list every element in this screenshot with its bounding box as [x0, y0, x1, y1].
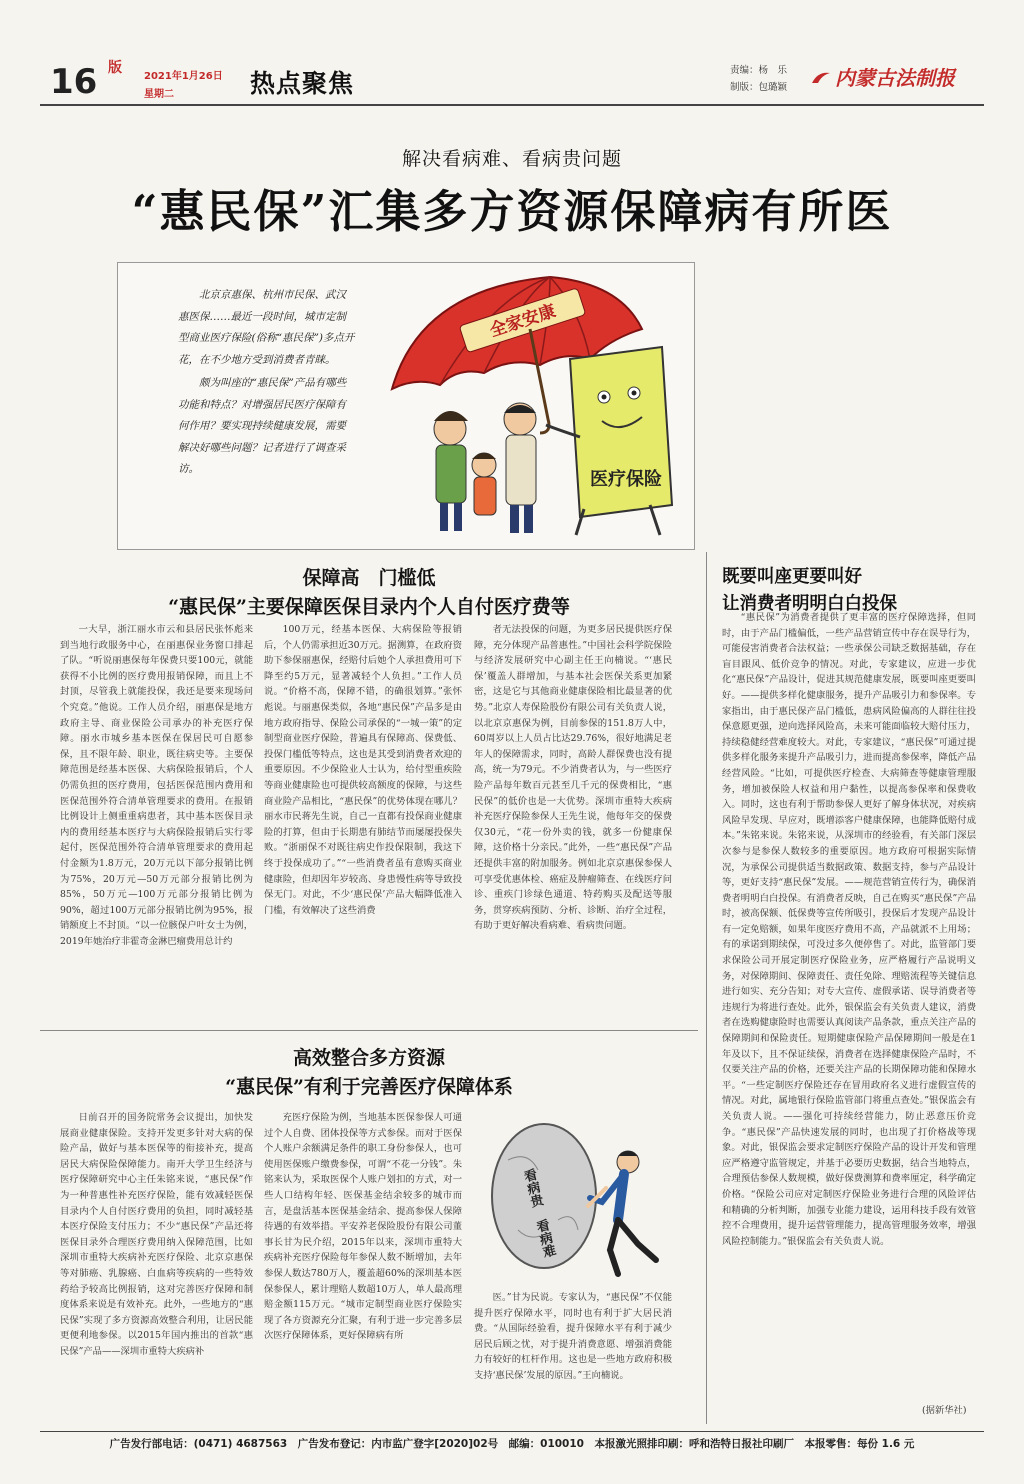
newspaper-name: 内蒙古法制报: [835, 66, 955, 90]
main-headline: “惠民保”汇集多方资源保障病有所医: [131, 185, 893, 238]
article-divider: [40, 1030, 698, 1031]
article3-column-2: 充医疗保险为例，当地基本医保参保人可通过个人自费、团体投保等方式参保。而对于医保个人账户余额满足条件的职工身份参保人，也可使用医保账户缴费参保，可谓“不花一分钱”。朱铭来认为，采取医保个人账户划扣的方式，对一些人口结构年轻、医保基金结余较多的城市而言，是盘活基本医保基金结余、提高参保人保障待遇的有效举措。平安养老保险股份有限公司董事长甘为民介绍，2015年以来，深圳市重特大疾病补充医疗保险每年参保人数不断增加，去年参保人数达780万人，覆盖超60%的深圳基本医保参保人，累计理赔人数超10万人，单人最高理赔金额115万元。“城市定制型商业医疗保险实现了各方资源充分汇聚，有利于进一步完善多层次医疗保障体系，更好保障病有所: [264, 1112, 462, 1342]
article1-column-2: 100万元，经基本医保、大病保险等报销后，个人仍需承担近30万元。据测算，在政府资助下参保丽惠保，经赔付后她个人承担费用可下降至约5万元，显著减轻个人负担。”工作人员说。“价格不高，保障不错，的确很划算。”张怀彪说。与丽惠保类似，各地“惠民保”产品多是由地方政府指导、保险公司承保的“一城一策”的定制型商业医疗保险，普遍具有保障高、保费低、投保门槛低等特点，这也是其受到消费者欢迎的重要原因。不少保险业人士认为，给付型重疾险等商业健康险也可提供较高额度的保障，与这些商业险产品相比，“惠民保”的优势体现在哪儿？丽水市民蒋先生说，自己一直都有投保商业健康险的打算，但由于长期患有肺结节而屡屡投保失败。“浙丽保不对既往病史作投保限制，我这下终于投保成功了。”“一些消费者虽有意购买商业健康险，但却因年岁较高、身患慢性病等导致投保无门。对此，不少‘惠民保’产品大幅降低准入门槛，有效解决了这些消费: [264, 624, 462, 916]
lead-paragraph-2: 颇为叫座的“惠民保”产品有哪些功能和特点？对增强居民医疗保障有何作用？要实现持续健康发展，需要解决好哪些问题？记者进行了调查采访。: [178, 377, 347, 475]
article3-title-line2: “惠民保”有利于完善医疗保障体系: [225, 1076, 513, 1098]
insurance-sign-icon: [546, 347, 672, 535]
editor-credits: [730, 62, 787, 96]
rock-text: 看病贵 看病难: [519, 1167, 557, 1260]
issue-date-text: 2021年1月26日: [144, 71, 223, 82]
column-rule-main: [706, 552, 707, 1424]
article1-column-1: 一大早，浙江丽水市云和县居民张怀彪来到当地行政服务中心，在丽惠保业务窗口排起了队。“听说丽惠保每年保费只要100元，就能获得不小比例的医疗费用报销保障，而且上不封顶，尽管我上就能投保，我还是要来现场问个究竟。”他说。工作人员介绍，丽惠保是地方政府主导、商业保险公司承办的补充医疗保障。丽水市城乡基本医保在保居民可自愿参保，且不限年龄、职业，既往病史等。主要保障范围是经基本医保、大病保险报销后，个人仍需负担的医疗费用，包括医保范围内费用和医保范围外符合清单管理要求的费用。在报销比例设计上侧重重病患者，其中基本医保目录内的费用经基本医疗与大病保险报销后实行零起付，医保范围外符合清单管理要求的费用起付金额为1.8万元，20万元以下部分报销比例为75%，20万元—50万元部分报销比例为85%，50万元—100万元部分报销比例为90%，超过100万元部分报销比例为95%，报销额度上不封顶。“以一位骸保户叶女士为例，2019年她治疗非霍奇金淋巴瘤费用总计约: [60, 624, 253, 947]
section-title: 热点聚焦: [250, 69, 355, 98]
logo-icon: [810, 69, 832, 87]
article2-byline: (据新华社): [922, 1405, 967, 1416]
article1-title-line2: “惠民保”主要保障医保目录内个人自付医疗费等: [168, 596, 570, 618]
article3-column-3: 医。”甘为民说。专家认为，“惠民保”不仅能提升医疗保障水平，同时也有利于扩大居民消费。“从国际经验看，提升保障水平有利于减少居民后顾之忧，对于提升消费意愿、增强消费能力有较好的杠杆作用。这也是一些地方政府积极支持‘惠民保’发展的原因。”王向楠说。: [474, 1292, 672, 1381]
article3-title-line1: 高效整合多方资源: [292, 1047, 445, 1069]
lead-paragraph-1: 北京京惠保、杭州市民保、武汉惠医保……最近一段时间，城市定制型商业医疗保险(俗称“惠民保”)多点开花，在不少地方受到消费者青睐。: [178, 289, 355, 366]
lead-text: [178, 285, 356, 483]
article3-column-1: 日前召开的国务院常务会议提出，加快发展商业健康保险。支持开发更多针对大病的保险产品，做好与基本医保等的衔接补充，提高居民大病保险保障能力。南开大学卫生经济与医疗保障研究中心主任朱铭来说，“惠民保”作为一种普惠性补充医疗保险，能有效减轻医保目录内个人自付医疗费用的负担，同时减轻基本医疗保险支付压力；不少“惠民保”产品还将医保目录外合理医疗费用纳入保障范围，比如深圳市重特大疾病补充医疗保险、北京京惠保等对肺癌、乳腺癌、白血病等疾病的一些特效药给予较高比例报销，这对完善医疗保障和制度体系来说是有效补充。此外，一些地方的“惠民保”实现了多方资源高效整合利用，让居民能更便利地参保。以2015年国内推出的首款“惠民保”产品——深圳市重特大疾病补: [60, 1112, 253, 1357]
page-suffix: 版: [108, 60, 122, 76]
page-number: 16: [50, 62, 98, 102]
article1-title-line1: 保障高 门槛低: [302, 567, 436, 589]
man-pushing-icon: [588, 1151, 656, 1274]
issue-weekday: 星期二: [144, 89, 174, 100]
lead-box: [117, 262, 695, 550]
editor-name: 责编：杨 乐: [730, 65, 788, 76]
article2-column: “惠民保”为消费者提供了更丰富的医疗保障选择，但同时，由于产品门槛偏低，一些产品营销宣传中存在误导行为，可能侵害消费者合法权益；一些承保公司缺乏数据基础，存在盲目跟风、低价竞争的情况。对此，专家建议，应进一步优化“惠民保”产品设计，促进其规范健康发展，既要叫座更要叫好。——提供多样化健康服务，提升产品吸引力和参保率。专家指出，由于惠民保产品门槛低，患病风险偏高的人群往往投保意愿更强，逆向选择风险高，未来可能面临较大赔付压力，持续稳健经营难度较大。对此，专家建议，“惠民保”可通过提供多样化服务来提升产品吸引力，进而提高参保率，降低产品经营风险。“比如，可提供医疗检查、大病筛查等健康管理服务，增加被保险人权益和用户黏性，以提高参保率和保费收入。同时，这也有利于帮助参保人更好了解身体状况，对疾病风险早发现、早应对，既增添客户健康保障，也能降低赔付成本。”朱铭来说。朱铭来说，从深圳市的经验看，有关部门深层次参与是参保人数较多的重要原因。地方政府可根据实际情况，为承保公司提供适当数据政策、数据支持，参与产品设计等，更好支持“惠民保”发展。——规范营销宣传行为，确保消费者明明白白投保。有消费者反映，自己在购买“惠民保”产品时，被高保额、低保费等宣传所吸引，投保后才发现产品设计有一定免赔额，如果年度医疗费用不高，产品就派不上用场；有的承诺到期续保，可没过多久便停售了。对此，监管部门要求保险公司开展定制医疗保险业务，应严格履行产品说明义务，对保障期间、保障责任、责任免除、理赔流程等关键信息进行如实、充分告知；对专大宣传、虚假承诺、误导消费者等违规行为将进行查处。此外，银保监会有关负责人建议，消费者在选购健康险时也需要认真阅读产品条款，重点关注产品的保障期间和保险责任。短期健康保险产品保障期间一般是在1年及以下，且不保证续保，消费者在选择健康保险产品时，不仅要关注产品的价格，还要关注产品的长期保障功能和保障水平。“一些定制医疗保险还存在冒用政府名义进行虚假宣传的情况。对此，属地银行保险监管部门将重点查处。”银保监会有关负责人说。——强化可持续经营能力，防止恶意压价竞争。“惠民保”产品快速发展的同时，也出现了打价格战等现象。对此，银保监会要求定制医疗保险产品的设计开发和管理应严格遵守监管规定，并基于必要历史数据，结合当地特点，合理预估参保人数规模，做好保费测算和费率厘定，科学确定价格。“保险公司应对定制医疗保险业务进行合理的风险评估和精确的分析判断，加强专业能力建设，运用科技手段有效管控不合理费用，提升运营管理能力，提高管理服务效率，增强风险控制能力。”银保监会有关负责人说。: [722, 612, 976, 1247]
pushing-rock-illustration: [478, 1110, 674, 1286]
family-figures-icon: [434, 403, 536, 533]
issue-date: [144, 68, 223, 104]
insurance-sign-text: 医疗保险: [590, 469, 662, 490]
masthead: [40, 58, 984, 106]
production-name: 制版：包璐颖: [730, 82, 788, 93]
umbrella-banner-text: 全家安康: [487, 301, 559, 342]
umbrella-family-illustration: [380, 269, 688, 545]
footer-info: 广告发行部电话：(0471) 4687563 广告发布登记：内市监广登字[2020]02号 邮编：010010 本报激光照排印刷：呼和浩特日报社印刷厂 本报零售：每份 1.6 元: [109, 1438, 915, 1450]
newspaper-logo: [810, 62, 955, 91]
footer-rule: [40, 1431, 984, 1432]
article1-column-3: 者无法投保的问题，为更多居民提供医疗保障，充分体现产品普惠性。”中国社会科学院保险与经济发展研究中心副主任王向楠说。“‘惠民保’覆盖人群增加，与基本社会医保关系更加紧密，这是它与其他商业健康保险相比最显著的优势。”北京人寿保险股份有限公司有关负责人说，以北京京惠保为例，目前参保的151.8万人中，60周岁以上人员占比达29.76%，很好地满足老年人的保障需求，同时，高龄人群保费也没有提高，统一为79元。不少消费者认为，与一些医疗险产品每年数百元甚至几千元的保费相比，“惠民保”的低价也是一大优势。深圳市重特大疾病补充医疗保险参保人王先生说，他每年交的保费仅30元，“花一份外卖的钱，就多一份健康保障，这价格十分亲民。”此外，一些“惠民保”产品还提供丰富的附加服务。例如北京京惠保参保人可享受优惠体检、癌症及肿瘤筛查、在线医疗问诊、重疾门诊绿色通道、特药购买及配送等服务，贯穿疾病预防、分析、诊断、治疗全过程，有助于更好解决看病难、看病贵问题。: [474, 624, 672, 932]
article2-title: [722, 563, 918, 615]
article3-title: [40, 1043, 698, 1099]
article2-title-line2: 让消费者明明白白投保: [722, 594, 897, 614]
kicker: 解决看病难、看病贵问题: [401, 148, 622, 170]
masthead-rule: [40, 104, 984, 106]
article2-title-line1: 既要叫座更要叫好: [722, 567, 862, 587]
article1-title: [40, 563, 698, 619]
